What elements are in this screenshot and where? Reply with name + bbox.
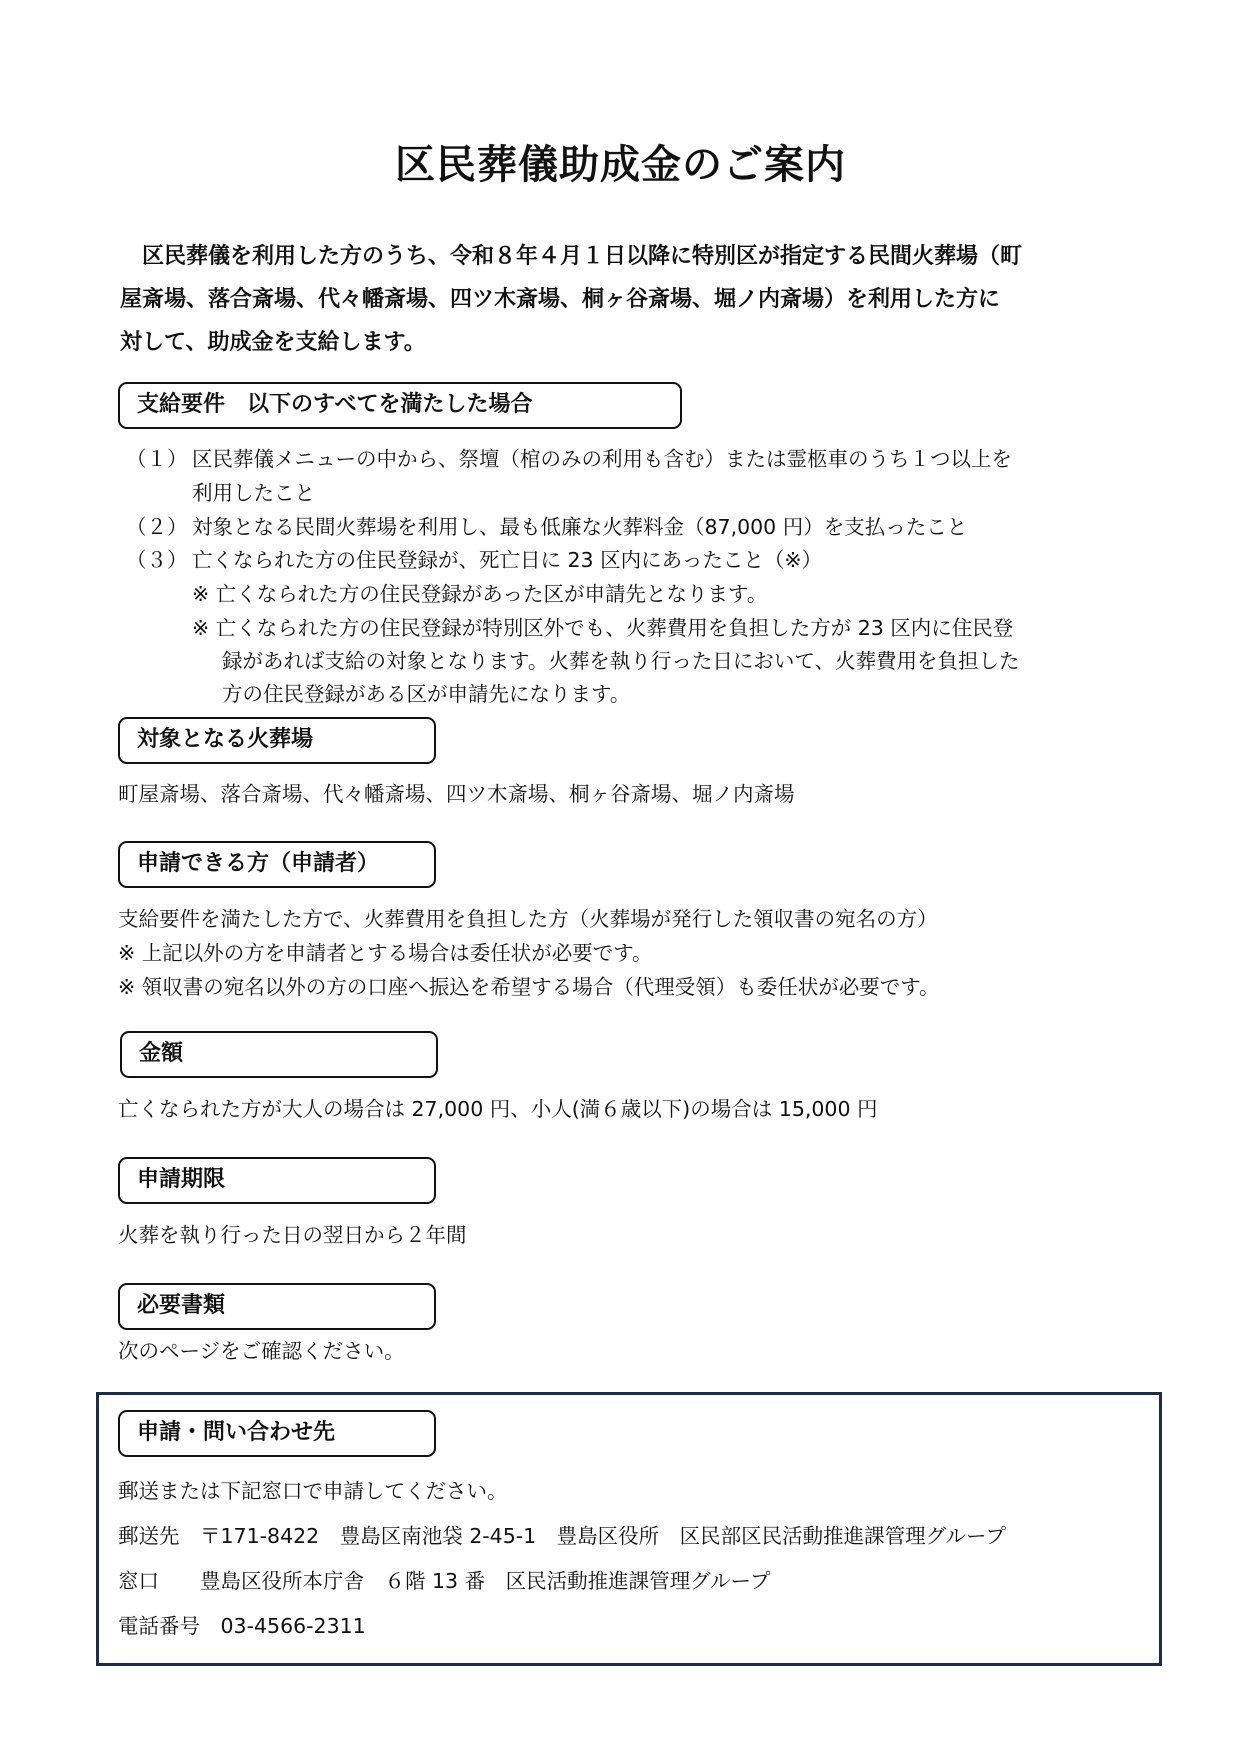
requirement-note: 録があれば支給の対象となります。火葬を執り行った日において、火葬費用を負担した — [222, 649, 1020, 673]
requirement-text: 利用したこと — [192, 481, 315, 505]
amount-text: 亡くなられた方が大人の場合は 27,000 円、小人(満６歳以下)の場合は 15,000 円 — [118, 1097, 878, 1121]
documents-text: 次のページをご確認ください。 — [118, 1339, 405, 1363]
requirement-text: 対象となる民間火葬場を利用し、最も低廉な火葬料金（87,000 円）を支払ったこと — [192, 515, 968, 539]
documents-heading: 必要書類 — [118, 1283, 436, 1330]
crematoriums-heading: 対象となる火葬場 — [118, 717, 436, 764]
contact-phone: 電話番号 03-4566-2311 — [118, 1614, 366, 1638]
amount-heading: 金額 — [120, 1031, 438, 1078]
deadline-heading: 申請期限 — [118, 1157, 436, 1204]
applicant-note: ※ 上記以外の方を申請者とする場合は委任状が必要です。 — [118, 941, 653, 965]
requirement-number: （１） — [126, 447, 188, 471]
requirement-text: 区民葬儀メニューの中から、祭壇（棺のみの利用も含む）または霊柩車のうち１つ以上を — [192, 447, 1012, 471]
applicant-text: 支給要件を満たした方で、火葬費用を負担した方（火葬場が発行した領収書の宛名の方） — [118, 907, 938, 931]
requirement-text: 亡くなられた方の住民登録が、死亡日に 23 区内にあったこと（※） — [192, 548, 823, 572]
intro-line: 区民葬儀を利用した方のうち、令和８年４月１日以降に特別区が指定する民間火葬場（町 — [142, 244, 1023, 269]
contact-mail-address: 郵送先 〒171-8422 豊島区南池袋 2-45-1 豊島区役所 区民部区民活動推進課管理グループ — [118, 1524, 1007, 1548]
requirements-heading: 支給要件 以下のすべてを満たした場合 — [118, 382, 682, 429]
intro-line: 対して、助成金を支給します。 — [120, 330, 426, 355]
requirement-note: 方の住民登録がある区が申請先になります。 — [222, 682, 631, 706]
requirement-number: （２） — [126, 515, 188, 539]
contact-text: 郵送または下記窓口で申請してください。 — [118, 1479, 508, 1503]
deadline-text: 火葬を執り行った日の翌日から２年間 — [118, 1223, 467, 1247]
requirement-number: （３） — [126, 548, 188, 572]
intro-paragraph — [120, 235, 1120, 364]
applicant-heading: 申請できる方（申請者） — [118, 841, 436, 888]
contact-heading: 申請・問い合わせ先 — [118, 1410, 436, 1457]
crematoriums-list: 町屋斎場、落合斎場、代々幡斎場、四ツ木斎場、桐ヶ谷斎場、堀ノ内斎場 — [118, 782, 795, 806]
applicant-note: ※ 領収書の宛名以外の方の口座へ振込を希望する場合（代理受領）も委任状が必要です。 — [118, 975, 940, 999]
page-title: 区民葬儀助成金のご案内 — [395, 142, 846, 188]
requirement-note: ※ 亡くなられた方の住民登録があった区が申請先となります。 — [192, 582, 768, 606]
contact-counter: 窓口 豊島区役所本庁舎 ６階 13 番 区民活動推進課管理グループ — [118, 1569, 771, 1593]
intro-line: 屋斎場、落合斎場、代々幡斎場、四ツ木斎場、桐ヶ谷斎場、堀ノ内斎場）を利用した方に — [120, 287, 1001, 312]
requirement-note: ※ 亡くなられた方の住民登録が特別区外でも、火葬費用を負担した方が 23 区内に住民登 — [192, 616, 1014, 640]
